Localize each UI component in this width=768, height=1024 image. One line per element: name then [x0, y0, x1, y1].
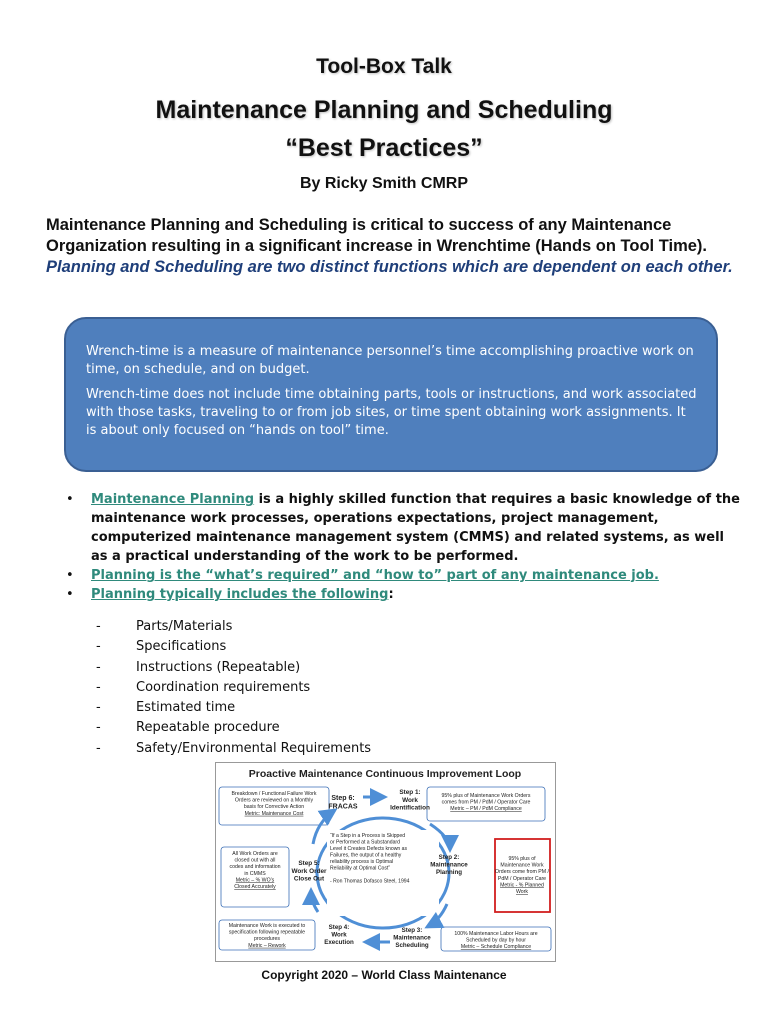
info-box-text: Orders are reviewed on a Monthly [234, 797, 314, 804]
info-box-text: Work [515, 889, 529, 895]
dash-icon: - [96, 619, 101, 634]
dash-icon: - [96, 740, 101, 756]
wrench-time-callout [64, 317, 718, 472]
step-label: Step 5: [298, 860, 320, 867]
bullet-icon: • [66, 587, 74, 602]
step-label: Work Order [291, 867, 327, 875]
planning-item [96, 739, 371, 759]
planning-item-label: Instructions (Repeatable) [136, 659, 301, 675]
callout-paragraph-1: Wrench-time is a measure of maintenance personnel’s time accomplishing proactive work on time, on schedule, and on budget. [86, 344, 694, 377]
quote-text: reliability process is Optimal [330, 859, 394, 865]
dash-icon: - [96, 679, 101, 695]
planning-item-label: Specifications [136, 639, 227, 655]
info-box-text: comes from PM / PdM / Operator Care [441, 799, 531, 806]
info-box-text: in CMMS [244, 870, 266, 877]
bullet-icon: • [66, 492, 74, 507]
info-box-text: Metric – Rework [248, 942, 286, 949]
step-label: Step 6: [331, 795, 355, 802]
kicker-title: Tool-Box Talk [316, 55, 452, 78]
bullet-text: is a highly skilled function that requires a basic knowledge of the maintenance work processes, operations expectations, project management, computerized maintenance management system (CMMS) and related systems, as well as a practical understanding of the work to be performed. [91, 492, 740, 564]
step-label: Step 2: [438, 854, 460, 861]
page-subtitle: “Best Practices” [285, 134, 483, 162]
step-label: Close Out [293, 875, 325, 883]
info-box-text: Orders come from PM / [495, 869, 549, 876]
planning-item-label: Estimated time [136, 700, 236, 716]
planning-item [96, 617, 371, 637]
intro-paragraph [46, 215, 736, 278]
author-line: By Ricky Smith CMRP [299, 175, 469, 192]
info-box-text: codes and information [229, 864, 281, 871]
step-label: Scheduling [395, 942, 429, 950]
quote-text: - Ron Thomas Dofasco Steel, 1994 [330, 878, 410, 885]
step-label: Work [402, 796, 418, 804]
planning-item-label: Safety/Environmental Requirements [136, 740, 372, 756]
step-label: Work [331, 931, 347, 939]
info-box-text: Closed Accurately [234, 884, 276, 890]
quote-text: Level it Creates Defects known as [330, 846, 408, 852]
intro-emphasis-text: Planning and Scheduling are two distinct functions which are dependent on each other. [46, 258, 733, 276]
planning-item-label: Repeatable procedure [136, 720, 280, 736]
quote-text: “If a Step in a Process is Skipped [330, 833, 406, 839]
planning-item [96, 698, 371, 718]
dash-icon: - [96, 639, 101, 655]
info-box-text: procedures [254, 936, 280, 943]
info-box-text: Maintenance Work [500, 862, 544, 869]
step-label: FRACAS [328, 803, 358, 811]
quote-text: Failures, the output of a healthy [330, 852, 402, 859]
bullet-text: Planning typically includes the following [91, 587, 389, 602]
dash-icon: - [96, 700, 101, 716]
info-box-text: Maintenance Work is executed to [228, 923, 306, 929]
diagram-title: Proactive Maintenance Continuous Improvement Loop [248, 768, 522, 780]
info-box-text: basis for Corrective Action [243, 804, 305, 811]
info-box-text: 95% plus of Maintenance Work Orders [441, 793, 531, 799]
planning-item [96, 678, 371, 698]
info-box-text: Metric – PM / PdM Compliance [450, 806, 522, 813]
step-label: Execution [324, 939, 354, 947]
intro-bold-text: Maintenance Planning and Scheduling is critical to success of any Maintenance Organization resulting in a significant increase in Wrenchtime (Hands on Tool Time). [46, 216, 708, 255]
quote-text: Reliability at Optimal Cost” [330, 865, 391, 872]
info-box-text: Scheduled by day by hour [466, 937, 526, 944]
step-label: Maintenance [393, 934, 431, 942]
page-title: Maintenance Planning and Scheduling [155, 96, 613, 124]
bullet-item [64, 585, 744, 604]
bullet-item [64, 566, 744, 585]
quote-text: or Performed at a Substandard [330, 839, 400, 846]
info-box-text: Breakdown / Functional Failure Work [231, 791, 317, 797]
info-box-text: 95% plus of [508, 856, 536, 862]
info-box-text: 100% Maintenance Labor Hours are [454, 931, 538, 937]
info-box-text: PdM / Operator Care [497, 875, 547, 882]
planning-item [96, 718, 371, 738]
dash-icon: - [96, 659, 101, 675]
dash-icon: - [96, 720, 101, 736]
planning-item [96, 637, 371, 657]
info-box-text: Metric – Schedule Compliance [460, 944, 532, 951]
step-label: Maintenance [430, 861, 468, 869]
improvement-loop-diagram [215, 762, 556, 962]
planning-item-label: Coordination requirements [136, 679, 311, 695]
step-label: Identification [390, 804, 430, 812]
copyright-footer: Copyright 2020 – World Class Maintenance [261, 968, 507, 982]
bullet-icon: • [66, 568, 74, 583]
planning-items-list [96, 617, 371, 759]
callout-paragraph-2: Wrench-time does not include time obtaining parts, tools or instructions, and work associated with those tasks, traveling to or from job sites, or time spent obtaining work assignments. It is about only focused on “hands on tool” time. [86, 387, 697, 438]
step-label: Step 4: [328, 924, 350, 931]
maintenance-planning-term: Maintenance Planning [91, 492, 255, 507]
bullet-item [64, 490, 744, 566]
info-box-text: closed out with all [234, 857, 276, 864]
info-box-text: specification following repeatable [228, 929, 306, 936]
info-box-text: All Work Orders are [232, 851, 278, 857]
planning-item-label: Parts/Materials [136, 619, 233, 634]
step-label: Planning [435, 869, 463, 877]
step-label: Step 1: [399, 789, 421, 796]
bullet-text: Planning is the “what’s required” and “how to” part of any maintenance job. [91, 568, 659, 583]
info-box-text: Metric – % WO’s [235, 877, 275, 884]
step-label: Step 3: [401, 927, 423, 934]
bullet-list [64, 490, 744, 604]
info-box-text: Metric: Maintenance Cost [244, 810, 304, 817]
bullet-colon: : [388, 587, 394, 602]
planning-item [96, 658, 371, 678]
info-box-text: Metric - % Planned [500, 882, 544, 889]
